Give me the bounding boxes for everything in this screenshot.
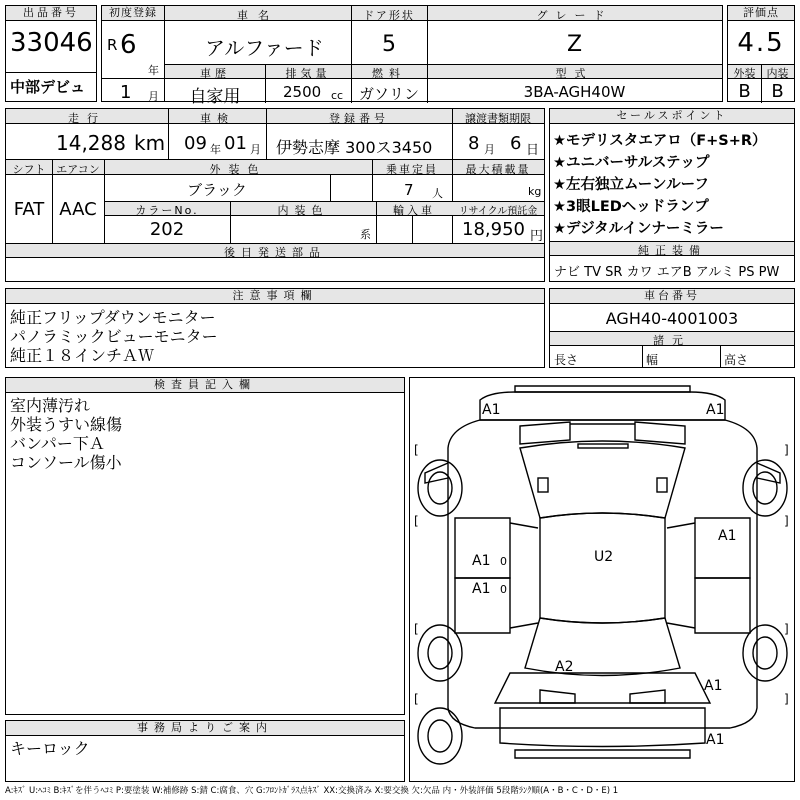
car-diagram <box>410 378 794 781</box>
score-label: 評価点 <box>728 6 794 21</box>
sales-point: ★左右独立ムーンルーフ <box>553 177 709 193</box>
reg-month: 1 <box>120 82 132 103</box>
shift-label: シフト <box>12 163 46 176</box>
transfer-day: 6 <box>510 133 522 154</box>
equipment-item: アルミ <box>695 265 735 280</box>
history: 自家用 <box>189 87 241 107</box>
ac: AAC <box>59 199 97 220</box>
sales-point: ★モデリスタエアロ（F+S+R） <box>553 133 767 149</box>
fuel: ガソリン <box>358 85 419 103</box>
notes-box <box>5 288 545 368</box>
lot-number: 33046 <box>10 28 93 58</box>
chassis-box <box>549 288 795 368</box>
reg-year-unit: 年 <box>148 64 159 77</box>
fuel-label: 燃料 <box>372 67 406 80</box>
damage-zero: 0 <box>500 555 507 568</box>
office-line: キーロック <box>10 739 90 758</box>
model: 3BA-AGH40W <box>523 83 626 101</box>
chassis-number: AGH40-4001003 <box>605 309 739 328</box>
damage-zero: 0 <box>500 583 507 596</box>
equipment-item: カワ <box>626 265 653 280</box>
score: 4.5 <box>737 28 785 58</box>
equipment-label: 純正装備 <box>638 244 706 257</box>
capacity-label: 乗車定員 <box>386 163 438 176</box>
bracket: ] <box>784 443 789 457</box>
insp-year-unit: 年 <box>210 143 221 156</box>
transfer-month-unit: 月 <box>484 143 495 156</box>
bracket: [ <box>414 443 419 457</box>
import-label: 輸入車 <box>393 204 435 217</box>
equipment-item: SR <box>605 265 623 280</box>
office-label: 事務局よりご案内 <box>6 721 404 736</box>
inspector-box <box>5 377 405 715</box>
insp-month: 01 <box>224 133 247 154</box>
specs-label: 諸元 <box>653 334 691 347</box>
recycle: 18,950 <box>462 219 525 240</box>
damage-mark: A1 <box>718 528 737 544</box>
damage-mark: A1 <box>706 402 725 418</box>
car-name: アルファード <box>205 36 324 60</box>
sales-point: ★ユニバーサルステップ <box>553 155 710 171</box>
bracket: [ <box>414 692 419 706</box>
bracket: ] <box>784 514 789 528</box>
damage-mark: A1 <box>706 732 725 748</box>
equipment-item: PW <box>758 265 780 280</box>
inspector-line: 室内薄汚れ <box>10 396 91 415</box>
inspector-line: 外装うすい線傷 <box>10 415 123 434</box>
lot-number-box <box>5 5 97 102</box>
reg-month-unit: 月 <box>148 90 159 103</box>
doors: 5 <box>382 32 396 57</box>
later-parts-label: 後日発送部品 <box>224 246 326 259</box>
score-box <box>727 5 795 102</box>
plate: 伊勢志摩 300ス3450 <box>276 138 433 157</box>
recycle-unit: 円 <box>530 229 544 244</box>
color-no: 202 <box>149 219 185 240</box>
sales-points-label: セールスポイント <box>550 109 794 124</box>
equipment-item: ナビ <box>554 265 581 280</box>
insp-month-unit: 月 <box>250 143 261 156</box>
recycle-label: リサイクル預託金 <box>458 206 538 217</box>
capacity-unit: 人 <box>432 187 443 200</box>
int-color-label: 内装色 <box>277 204 329 217</box>
lot-number-label: 出品番号 <box>6 6 96 21</box>
height-label: 高さ <box>724 353 749 367</box>
model-label: 型式 <box>555 67 594 80</box>
mileage-label: 走行 <box>68 112 106 125</box>
ext-label: 外装 <box>733 67 756 80</box>
damage-mark: A1 <box>482 402 501 418</box>
bracket: [ <box>414 514 419 528</box>
equipment-item: エアB <box>656 265 692 280</box>
damage-mark: U2 <box>594 549 614 565</box>
details-grid <box>5 108 545 282</box>
ext-grade: B <box>738 81 751 102</box>
notes-label: 注意事項欄 <box>6 289 544 304</box>
header-grid <box>164 5 723 107</box>
inspector-line: コンソール傷小 <box>10 453 122 472</box>
width-label: 幅 <box>646 353 659 367</box>
color: ブラック <box>187 181 247 199</box>
debut-label: 中部デビュ <box>10 78 86 96</box>
mileage-unit: km <box>134 131 166 155</box>
length-label: 長さ <box>554 353 579 367</box>
office-box <box>5 720 405 782</box>
car-name-label: 車名 <box>237 9 279 22</box>
sales-points-box <box>549 108 795 282</box>
sales-point: ★3眼LEDヘッドランプ <box>553 199 709 215</box>
bracket: ] <box>784 622 789 636</box>
load-unit: kg <box>528 185 542 198</box>
reg-year: 6 <box>120 30 137 60</box>
grade-label: グレード <box>536 9 613 22</box>
first-registration-box <box>101 5 165 102</box>
displacement-label: 排気量 <box>285 67 331 80</box>
mileage: 14,288 <box>56 131 126 155</box>
plate-label: 登録番号 <box>329 112 389 125</box>
first-registration-label: 初度登録 <box>102 6 164 21</box>
sales-point: ★デジタルインナーミラー <box>553 221 724 237</box>
equipment-list <box>554 261 779 280</box>
damage-mark: A1 <box>472 581 491 597</box>
equipment-item: TV <box>584 265 601 280</box>
damage-mark: A1 <box>472 553 491 569</box>
car-diagram-box <box>409 377 795 782</box>
inspection-label: 車検 <box>200 112 234 125</box>
ac-label: エアコン <box>56 163 100 176</box>
bracket: ] <box>784 692 789 706</box>
note-line: パノラミックビューモニター <box>10 327 218 346</box>
bracket: [ <box>414 622 419 636</box>
displacement-unit: cc <box>331 89 344 102</box>
load-label: 最大積載量 <box>465 163 531 176</box>
capacity: 7 <box>404 181 414 199</box>
doors-label: ドア形状 <box>363 9 415 22</box>
shift: FAT <box>13 199 45 220</box>
note-line: 純正１８インチＡＷ <box>10 346 155 365</box>
note-line: 純正フリップダウンモニター <box>10 308 216 327</box>
color-label: 外装色 <box>209 163 267 176</box>
int-color-unit: 系 <box>360 228 371 241</box>
equipment-item: PS <box>738 265 755 280</box>
int-grade: B <box>771 81 784 102</box>
history-label: 車歴 <box>200 67 230 80</box>
transfer-day-unit: 日 <box>526 143 540 158</box>
insp-year: 09 <box>184 133 207 154</box>
grade: Z <box>566 32 583 57</box>
inspector-line: バンパー下Ａ <box>10 434 105 453</box>
legend: A:ｷｽﾞ U:ﾍｺﾐ B:ｷｽﾞを伴うﾍｺﾐ P:要塗装 W:補修跡 S:錆 C:腐食、穴 G:ﾌﾛﾝﾄｶﾞﾗｽ点ｷｽﾞ XX:交換済み X:要交換 欠:欠品 内・外装評価 5段階ﾗﾝｸ順(A・B・C・D・E) 1 <box>5 786 619 796</box>
damage-mark: A2 <box>555 659 574 675</box>
int-label: 内装 <box>766 67 789 80</box>
era: R <box>107 36 118 54</box>
transfer-label: 譲渡書類期限 <box>465 112 531 125</box>
displacement: 2500 <box>283 83 322 101</box>
transfer-month: 8 <box>468 133 480 154</box>
chassis-label: 車台番号 <box>550 289 794 304</box>
damage-mark: A1 <box>704 678 723 694</box>
color-no-label: カラーNo. <box>135 204 199 217</box>
inspector-label: 検査員記入欄 <box>6 378 404 393</box>
